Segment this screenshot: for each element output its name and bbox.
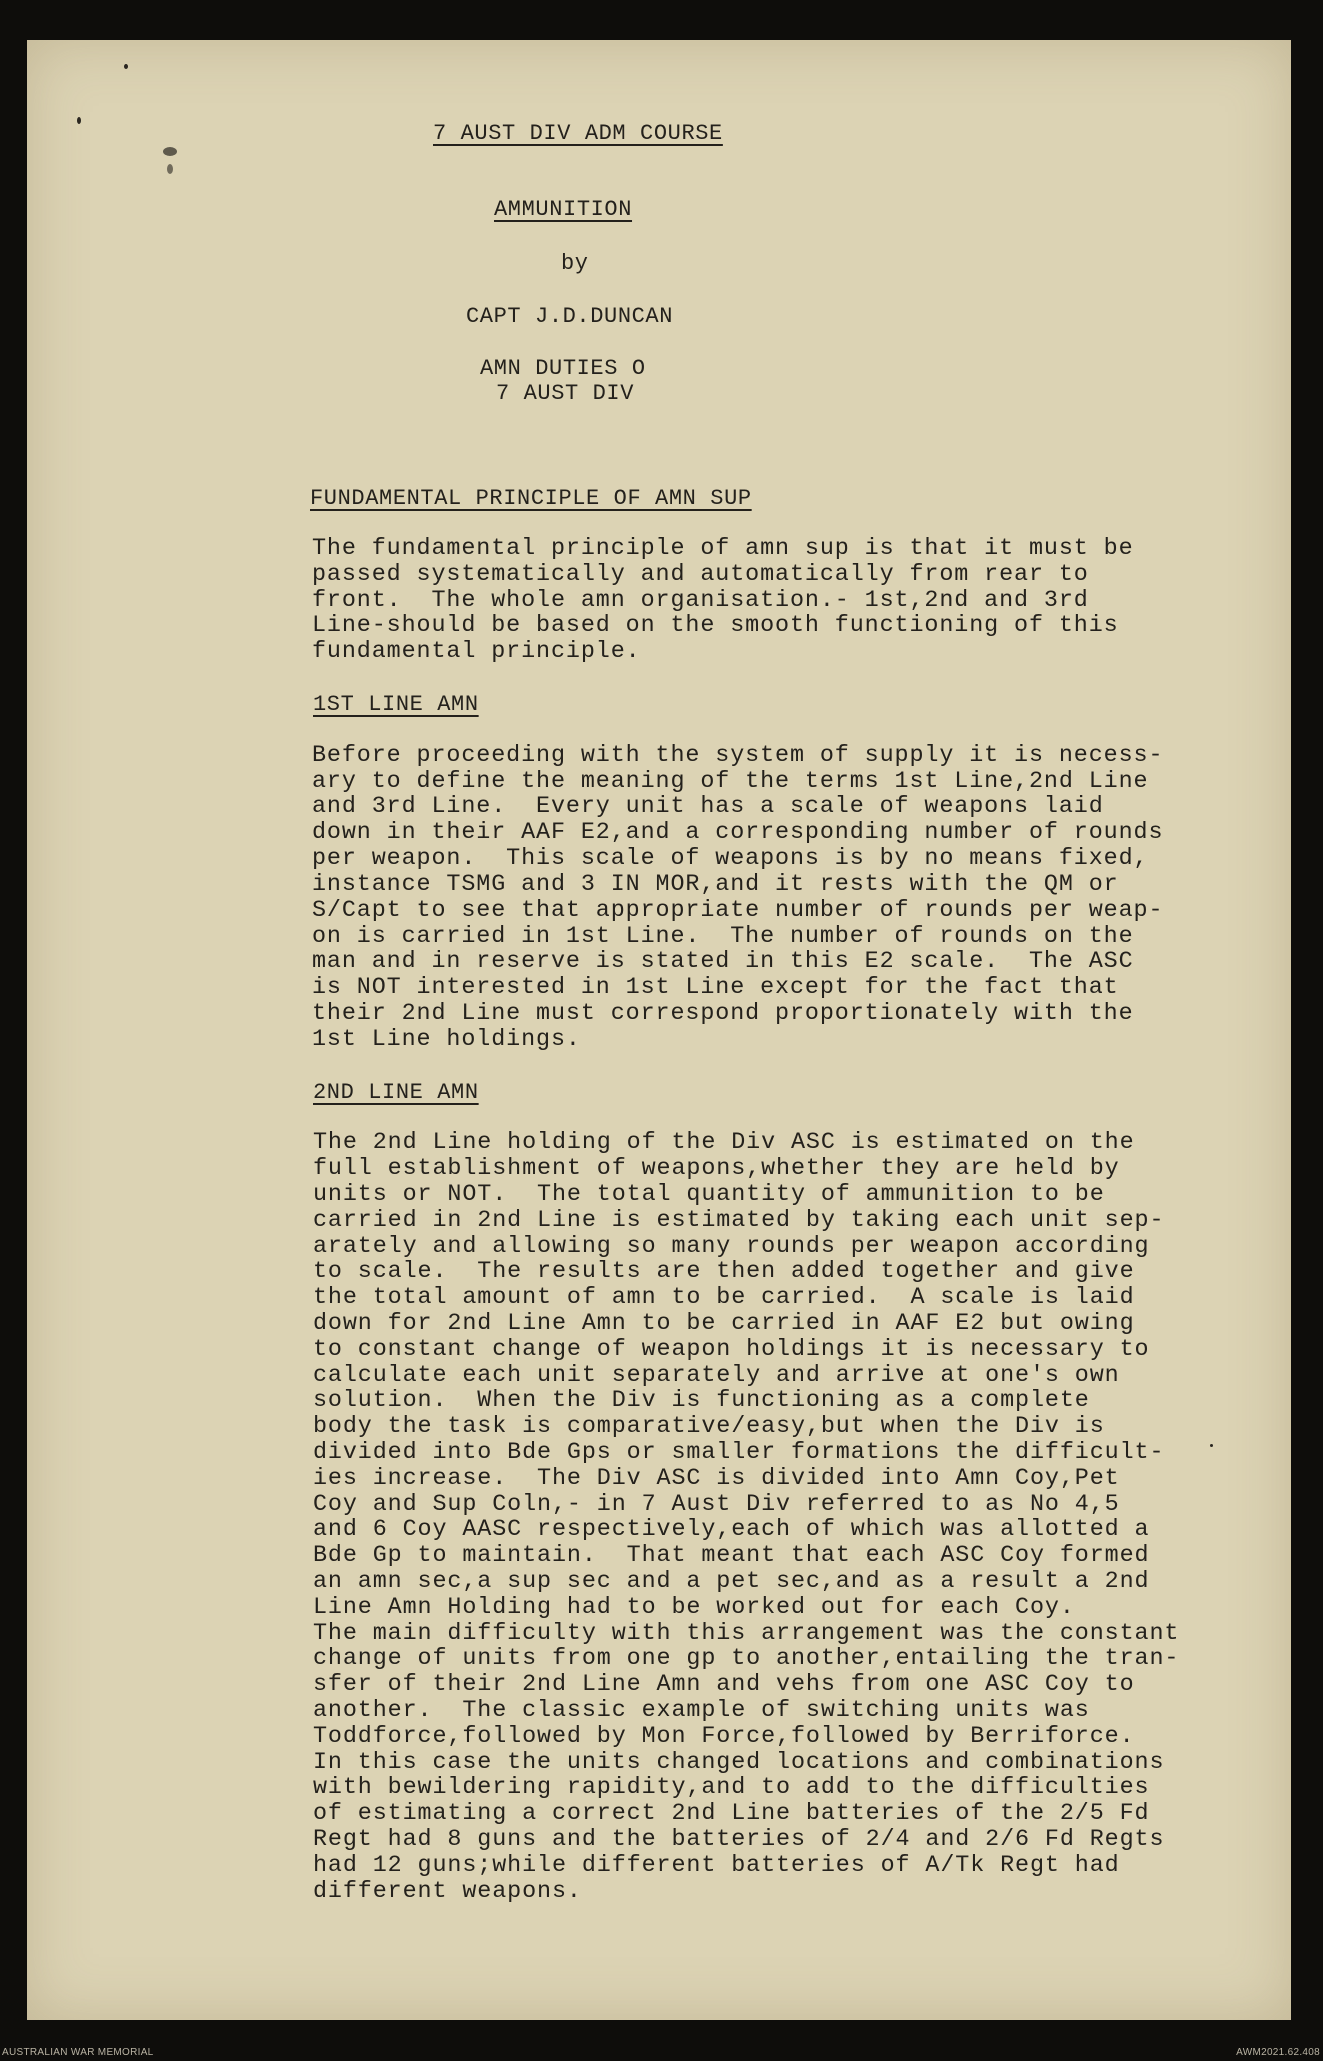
text-line: and 3rd Line. Every unit has a scale of weapons laid xyxy=(312,794,1104,820)
text-line: per weapon. This scale of weapons is by no means fixed, xyxy=(312,846,1149,872)
heading-2nd-line-amn: 2ND LINE AMN xyxy=(313,1080,479,1105)
text-line: man and in reserve is stated in this E2 scale. The ASC xyxy=(312,949,1134,975)
text-line: full establishment of weapons,whether they are held by xyxy=(313,1156,1120,1182)
ink-speck xyxy=(77,117,81,124)
author-position-line2: 7 AUST DIV xyxy=(496,381,635,406)
text-line: to scale. The results are then added together and give xyxy=(313,1259,1135,1285)
text-line: front. The whole amn organisation.- 1st,2nd and 3rd xyxy=(312,588,1089,614)
text-line: fundamental principle. xyxy=(312,639,641,665)
text-line: and 6 Coy AASC respectively,each of which was allotted a xyxy=(313,1517,1150,1543)
text-line: units or NOT. The total quantity of ammunition to be xyxy=(313,1182,1105,1208)
text-line: Coy and Sup Coln,- in 7 Aust Div referred to as No 4,5 xyxy=(313,1492,1120,1518)
footer-credit-left: AUSTRALIAN WAR MEMORIAL xyxy=(2,2047,154,2058)
author-position-line1: AMN DUTIES O xyxy=(480,356,646,381)
text-line: is NOT interested in 1st Line except for the fact that xyxy=(312,975,1119,1001)
by-line: by xyxy=(561,251,589,276)
text-line: Line-should be based on the smooth functioning of this xyxy=(312,613,1119,639)
heading-fundamental-principle: FUNDAMENTAL PRINCIPLE OF AMN SUP xyxy=(310,486,752,511)
course-title: 7 AUST DIV ADM COURSE xyxy=(433,121,723,146)
text-line: ary to define the meaning of the terms 1st Line,2nd Line xyxy=(312,769,1149,795)
text-line: carried in 2nd Line is estimated by taking each unit sep- xyxy=(313,1208,1165,1234)
text-line: their 2nd Line must correspond proportionately with the xyxy=(312,1001,1134,1027)
ink-speck xyxy=(124,64,128,69)
heading-1st-line-amn: 1ST LINE AMN xyxy=(313,692,479,717)
text-line: the total amount of amn to be carried. A scale is laid xyxy=(313,1285,1135,1311)
text-line: body the task is comparative/easy,but when the Div is xyxy=(313,1414,1105,1440)
text-line: In this case the units changed locations and combinations xyxy=(313,1750,1165,1776)
text-line: divided into Bde Gps or smaller formations the difficult- xyxy=(313,1440,1165,1466)
text-line: down for 2nd Line Amn to be carried in AAF E2 but owing xyxy=(313,1311,1135,1337)
subject-title: AMMUNITION xyxy=(494,197,633,222)
text-line: on is carried in 1st Line. The number of rounds on the xyxy=(312,924,1134,950)
text-line: Line Amn Holding had to be worked out for each Coy. xyxy=(313,1595,1075,1621)
text-line: passed systematically and automatically from rear to xyxy=(312,562,1089,588)
text-line: different weapons. xyxy=(313,1879,582,1905)
text-line: The main difficulty with this arrangement was the constant xyxy=(313,1621,1180,1647)
ink-speck xyxy=(163,147,177,156)
ink-speck xyxy=(167,164,173,174)
text-line: solution. When the Div is functioning as a complete xyxy=(313,1388,1090,1414)
ink-speck xyxy=(1210,1444,1213,1447)
text-line: Toddforce,followed by Mon Force,followed by Berriforce. xyxy=(313,1724,1135,1750)
footer-accession-number: AWM2021.62.408 xyxy=(1236,2047,1320,2058)
text-line: Regt had 8 guns and the batteries of 2/4 and 2/6 Fd Regts xyxy=(313,1827,1165,1853)
text-line: to constant change of weapon holdings it is necessary to xyxy=(313,1337,1150,1363)
text-line: sfer of their 2nd Line Amn and vehs from one ASC Coy to xyxy=(313,1672,1135,1698)
author-name: CAPT J.D.DUNCAN xyxy=(466,304,674,329)
text-line: The fundamental principle of amn sup is that it must be xyxy=(312,536,1134,562)
text-line: 1st Line holdings. xyxy=(312,1027,581,1053)
text-line: S/Capt to see that appropriate number of rounds per weap- xyxy=(312,898,1164,924)
text-line: had 12 guns;while different batteries of A/Tk Regt had xyxy=(313,1853,1120,1879)
text-line: instance TSMG and 3 IN MOR,and it rests with the QM or xyxy=(312,872,1119,898)
text-line: with bewildering rapidity,and to add to the difficulties xyxy=(313,1775,1150,1801)
text-line: calculate each unit separately and arrive at one's own xyxy=(313,1363,1120,1389)
text-line: The 2nd Line holding of the Div ASC is estimated on the xyxy=(313,1130,1135,1156)
text-line: an amn sec,a sup sec and a pet sec,and as a result a 2nd xyxy=(313,1569,1150,1595)
text-line: Before proceeding with the system of supply it is necess- xyxy=(312,743,1164,769)
text-line: arately and allowing so many rounds per weapon according xyxy=(313,1234,1150,1260)
text-line: ies increase. The Div ASC is divided into Amn Coy,Pet xyxy=(313,1466,1120,1492)
text-line: down in their AAF E2,and a corresponding number of rounds xyxy=(312,820,1164,846)
text-line: another. The classic example of switching units was xyxy=(313,1698,1090,1724)
text-line: of estimating a correct 2nd Line batteries of the 2/5 Fd xyxy=(313,1801,1150,1827)
text-line: change of units from one gp to another,entailing the tran- xyxy=(313,1646,1180,1672)
text-line: Bde Gp to maintain. That meant that each ASC Coy formed xyxy=(313,1543,1150,1569)
